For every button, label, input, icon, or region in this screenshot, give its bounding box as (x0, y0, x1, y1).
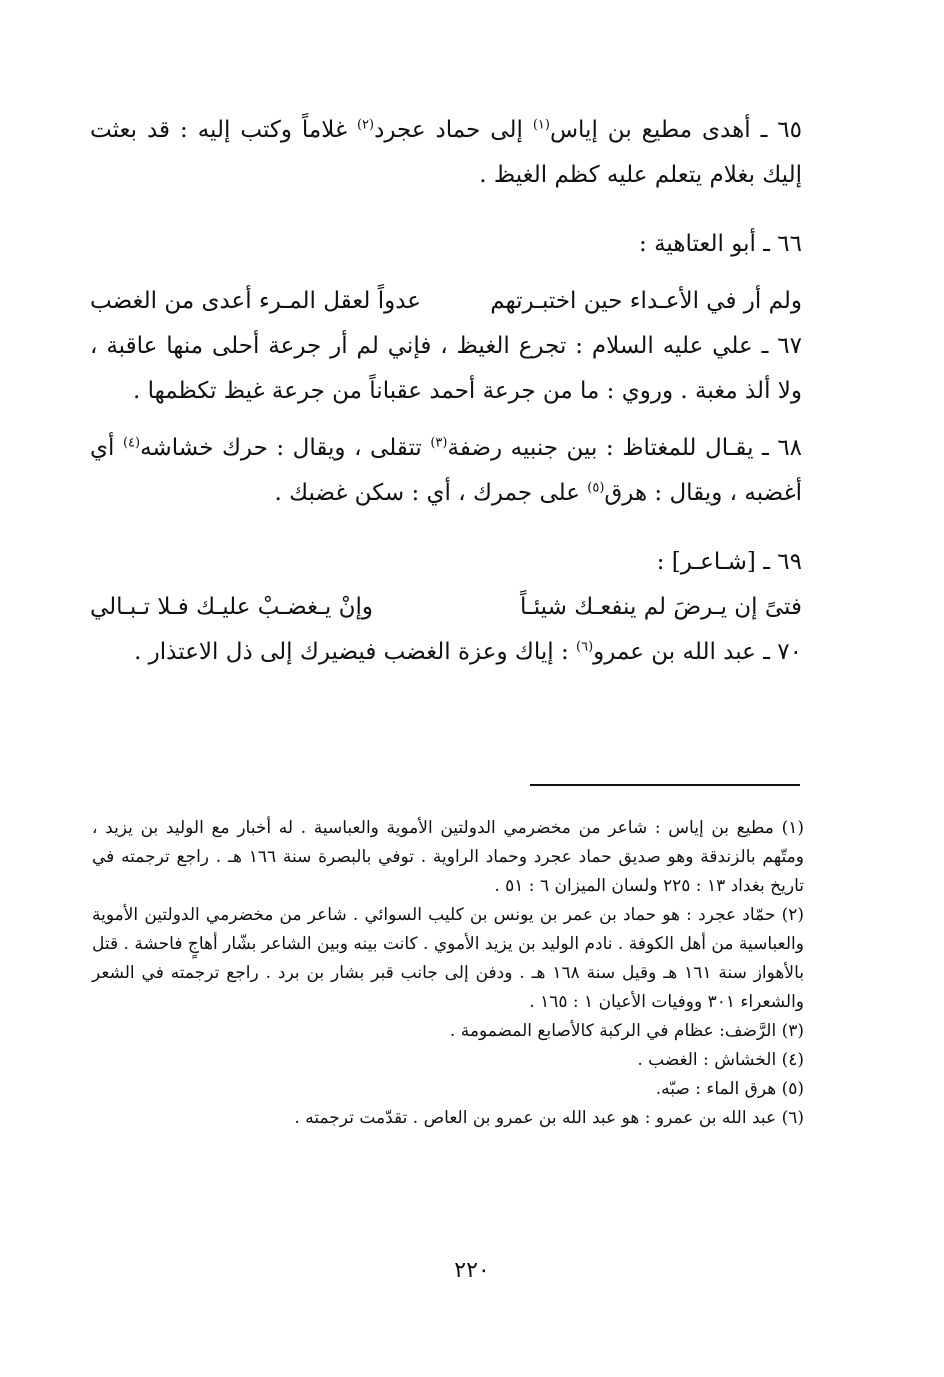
footnotes (92, 814, 804, 1133)
footnote-text: مطيع بن إياس : شاعر من مخضرمي الدولتين الأموية والعباسية . له أخبار مع الوليد بن يزيد ، ومتّهم بالزندقة وهو صديق حماد عجرد وحماد الراوية . توفي بالبصرة سنة ١٦٦ هـ . راجع ترجمته في تاريخ بغداد ١٣ : ٢٢٥ ولسان الميزان ٦ : ٥١ . (92, 818, 804, 896)
paragraph-text: عبد الله بن عمرو (593, 639, 756, 665)
footnote-ref-1: (١) (532, 117, 550, 133)
footnote-separator (530, 784, 800, 786)
footnote-ref-5: (٥) (587, 480, 605, 496)
footnote-1 (92, 814, 804, 901)
footnote-ref-2: (٢) (356, 117, 375, 133)
item-number: ٦٦ ـ (763, 231, 802, 257)
item-number: ٦٧ ـ (761, 333, 802, 359)
paragraph-67 (90, 324, 802, 414)
item-number: ٧٠ ـ (763, 639, 802, 665)
verse-second-hemistich: وإنْ يـغضـبْ عليـك فـلا تـبـالي (90, 594, 373, 620)
footnote-6 (92, 1104, 804, 1133)
footnote-text: عبد الله بن عمرو : هو عبد الله بن عمرو بن العاص . تقدّمت ترجمته . (294, 1108, 777, 1128)
footnote-ref-3: (٣) (430, 435, 448, 451)
footnote-3 (92, 1017, 804, 1046)
footnote-number: (١) (781, 818, 804, 838)
paragraph-68 (90, 426, 802, 516)
paragraph-text: : إياك وعزة الغضب فيضيرك إلى ذل الاعتذار . (134, 639, 569, 665)
verse-second-hemistich: عدواً لعقل المـرء أعدى من الغضب (90, 288, 421, 314)
paragraph-text: غلاماً وكتب إليه : قد بعثت إليك بغلام يتعلم عليه كظم الغيظ . (90, 117, 802, 188)
item-number: ٦٥ ـ (760, 117, 802, 143)
footnote-2 (92, 901, 804, 1017)
footnote-number: (٢) (781, 905, 804, 925)
paragraph-69 (90, 540, 802, 585)
verse-2 (90, 585, 802, 630)
paragraph-text: علي عليه السلام : تجرع الغيظ ، فإني لم أر جرعة أحلى منها عاقبة ، ولا ألذ مغبة . وروي : ما من جرعة أحمد عقباناً من جرعة غيظ تكظمها . (90, 333, 802, 404)
footnote-number: (٤) (781, 1050, 804, 1070)
item-number: ٦٩ ـ (763, 549, 802, 575)
footnote-number: (٥) (781, 1079, 804, 1099)
verse-1 (90, 279, 802, 324)
paragraph-70 (90, 630, 802, 675)
footnote-4 (92, 1046, 804, 1075)
footnote-text: الرَّضف: عظام في الركبة كالأصابع المضمومة . (449, 1021, 777, 1041)
verse-first-hemistich: فتىً إن يـرضَ لم ينفعـك شيئـاً (520, 594, 802, 620)
main-text (90, 108, 802, 675)
footnote-number: (٦) (781, 1108, 804, 1128)
paragraph-text: أبو العتاهية : (639, 231, 756, 257)
footnote-ref-4: (٤) (122, 435, 141, 451)
verse-first-hemistich: ولم أر في الأعـداء حين اختبـرتهم (490, 288, 802, 314)
paragraph-66 (90, 222, 802, 267)
footnote-text: هرق الماء : صبّه. (655, 1079, 777, 1099)
footnote-text: الخشاش : الغضب . (637, 1050, 777, 1070)
paragraph-text: يقـال للمغتاظ : بين جنبيه رضفة (447, 435, 754, 461)
footnote-text: حمّاد عجرد : هو حماد بن عمر بن يونس بن كليب السوائي . شاعر من مخضرمي الدولتين الأموية والعباسية من أهل الكوفة . نادم الوليد بن يزيد الأموي . كانت بينه وبين الشاعر بشّار أهاجٍ فاحشة . قتل بالأهواز سنة ١٦١ هـ وقيل سنة ١٦٨ هـ . ودفن إلى جانب قبر بشار بن برد . راجع ترجمته في الشعر والشعراء ٣٠١ ووفيات الأعيان ١ : ١٦٥ . (92, 905, 805, 1012)
footnote-number: (٣) (781, 1021, 804, 1041)
paragraph-text: أي أغضبه ، ويقال : هرق (90, 435, 802, 506)
paragraph-text: إلى حماد عجرد (374, 117, 523, 143)
item-number: ٦٨ ـ (762, 435, 803, 461)
paragraph-text: تتقلى ، ويقال : حرك خشاشه (140, 435, 422, 461)
paragraph-text: على جمرك ، أي : سكن غضبك . (274, 480, 580, 506)
paragraph-text: [شـاعـر] : (656, 549, 756, 575)
page-number: ٢٢٠ (454, 1258, 490, 1283)
footnote-ref-6: (٦) (576, 639, 594, 655)
paragraph-text: أهدى مطيع بن إياس (549, 117, 751, 143)
footnote-5 (92, 1075, 804, 1104)
paragraph-65 (90, 108, 802, 198)
